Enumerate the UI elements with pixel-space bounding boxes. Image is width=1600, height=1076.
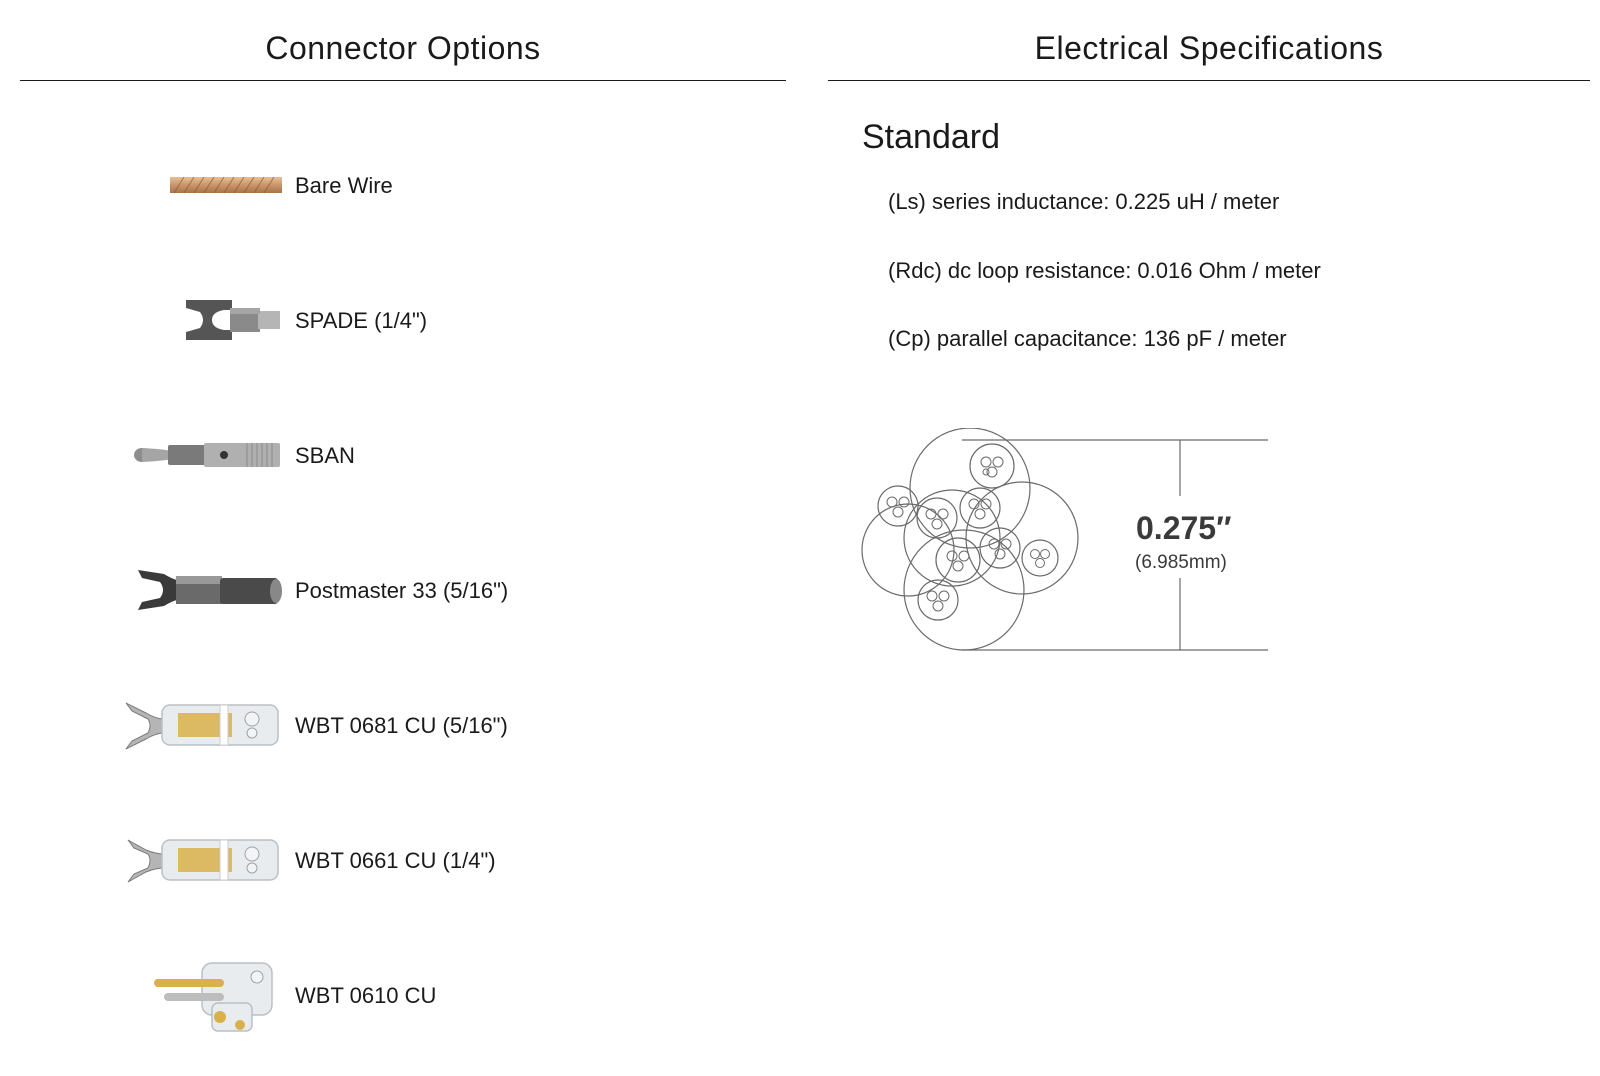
spec-variant-heading: Standard (862, 118, 1000, 156)
connector-options-divider (20, 80, 786, 81)
connector-label: WBT 0610 CU (295, 983, 437, 1008)
connector-item-wbt-0661 (20, 810, 786, 910)
electrical-specifications-section (828, 0, 1590, 573)
wbt-banana-icon (102, 955, 284, 1035)
connector-item-postmaster (20, 540, 786, 640)
spec-parallel-capacitance: (Cp) parallel capacitance: 136 pF / meter (888, 326, 1287, 351)
connector-label: WBT 0681 CU (5/16") (295, 713, 508, 738)
connector-item-bare-wire (20, 135, 786, 235)
connector-item-wbt-0610 (20, 945, 786, 1045)
connector-label: SPADE (1/4") (295, 308, 428, 333)
bare-wire-icon (102, 145, 284, 225)
spec-list (888, 188, 1321, 394)
connector-options-section (20, 0, 786, 1008)
electrical-specifications-title: Electrical Specifications (1034, 30, 1384, 66)
banana-plug-icon (102, 415, 284, 495)
connector-label: Postmaster 33 (5/16") (295, 578, 509, 603)
electrical-specifications-divider (828, 80, 1590, 81)
spade-connector-icon (102, 280, 284, 360)
wbt-spade-icon (102, 685, 284, 765)
cable-diameter-metric: (6.985mm) (1135, 552, 1227, 573)
spec-series-inductance: (Ls) series inductance: 0.225 uH / meter (888, 189, 1280, 214)
cable-diameter-imperial: 0.275″ (1136, 510, 1232, 546)
connector-item-spade (20, 270, 786, 370)
spec-dc-loop-resistance: (Rdc) dc loop resistance: 0.016 Ohm / meter (888, 257, 1321, 283)
connector-label: Bare Wire (295, 173, 393, 198)
cable-cross-section-diagram (852, 428, 1292, 656)
connector-label: SBAN (295, 443, 355, 468)
connector-options-title: Connector Options (265, 30, 541, 66)
postmaster-spade-icon (102, 550, 284, 630)
wbt-spade-icon (102, 820, 284, 900)
connector-item-sban (20, 405, 786, 505)
connector-item-wbt-0681 (20, 675, 786, 775)
connector-label: WBT 0661 CU (1/4") (295, 848, 496, 873)
